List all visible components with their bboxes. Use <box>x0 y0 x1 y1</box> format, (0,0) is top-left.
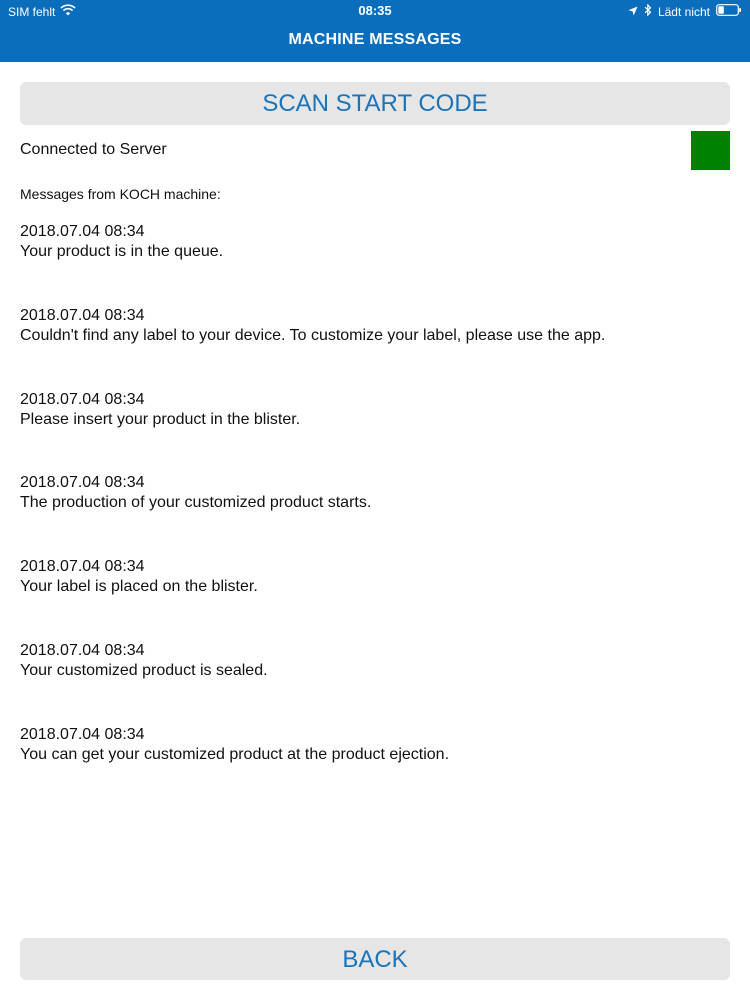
message-text: Couldn't find any label to your device. To customize your label, please use the app. <box>20 326 606 344</box>
page-title: MACHINE MESSAGES <box>288 31 462 48</box>
status-bar <box>0 0 750 22</box>
message-item <box>20 473 730 557</box>
message-timestamp: 2018.07.04 08:34 <box>20 474 145 492</box>
message-timestamp: 2018.07.04 08:34 <box>20 306 145 324</box>
messages-label: Messages from KOCH machine: <box>20 186 221 202</box>
scan-start-code-button[interactable]: SCAN START CODE <box>20 82 730 125</box>
message-text: Please insert your product in the blister. <box>20 410 301 428</box>
message-timestamp: 2018.07.04 08:34 <box>20 390 145 408</box>
connection-status-text: Connected to Server <box>20 141 167 158</box>
message-text: Your product is in the queue. <box>20 243 224 260</box>
message-list <box>20 222 730 809</box>
message-item <box>20 641 730 725</box>
message-timestamp: 2018.07.04 08:34 <box>20 223 145 240</box>
message-text: Your label is placed on the blister. <box>20 578 258 596</box>
message-text: Your customized product is sealed. <box>20 661 268 679</box>
message-item <box>20 306 730 390</box>
message-text: You can get your customized product at the product ejection. <box>20 745 450 763</box>
charging-status-label: Lädt nicht <box>657 4 710 19</box>
message-text: The production of your customized product starts. <box>20 494 372 512</box>
back-button[interactable]: BACK <box>20 938 730 980</box>
message-timestamp: 2018.07.04 08:34 <box>20 725 145 743</box>
bluetooth-icon <box>644 4 652 19</box>
message-timestamp: 2018.07.04 08:34 <box>20 641 145 659</box>
message-item <box>20 222 730 306</box>
message-item <box>20 390 730 474</box>
message-item <box>20 725 730 809</box>
message-item <box>20 557 730 641</box>
connection-indicator <box>691 131 730 170</box>
carrier-label: SIM fehlt <box>8 4 56 19</box>
top-bar <box>0 0 750 62</box>
battery-icon <box>716 4 742 19</box>
location-icon <box>628 5 638 19</box>
status-right <box>628 4 742 19</box>
message-timestamp: 2018.07.04 08:34 <box>20 558 145 576</box>
status-time: 08:35 <box>358 3 392 18</box>
